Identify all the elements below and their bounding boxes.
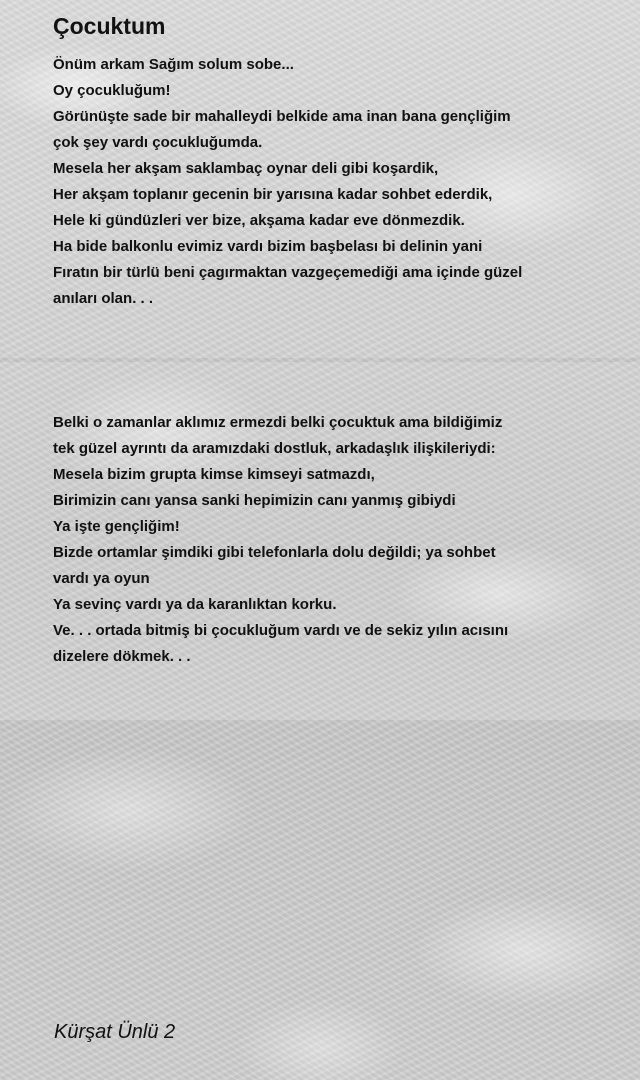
poem-line: Birimizin canı yansa sanki hepimizin canı yanmış gibiydi bbox=[53, 492, 456, 509]
poem-title: Çocuktum bbox=[53, 13, 166, 39]
poem-line: çok şey vardı çocukluğumda. bbox=[53, 134, 263, 151]
stanza-2 bbox=[53, 410, 613, 670]
poem-line: Belki o zamanlar aklımız ermezdi belki çocuktuk ama bildiğimiz bbox=[53, 414, 503, 431]
poem-line: Ya işte gençliğim! bbox=[53, 518, 180, 535]
poem-line: Hele ki gündüzleri ver bize, akşama kadar eve dönmezdik. bbox=[53, 212, 465, 229]
poem-line: anıları olan. . . bbox=[53, 290, 154, 307]
poem-line: Mesela her akşam saklambaç oynar deli gibi koşardik, bbox=[53, 160, 439, 177]
poem-line: vardı ya oyun bbox=[53, 570, 150, 587]
poem-line: Oy çocukluğum! bbox=[53, 82, 171, 99]
poem-line: Görünüşte sade bir mahalleydi belkide ama inan bana gençliğim bbox=[53, 108, 511, 125]
poem-line: Ya sevinç vardı ya da karanlıktan korku. bbox=[53, 596, 337, 613]
poem-line: Önüm arkam Sağım solum sobe... bbox=[53, 56, 294, 73]
poem-line: Her akşam toplanır gecenin bir yarısına kadar sohbet ederdik, bbox=[53, 186, 493, 203]
poem-line: Fıratın bir türlü beni çagırmaktan vazgeçemediği ama içinde güzel bbox=[53, 264, 523, 281]
poem-line: Ve. . . ortada bitmiş bi çocukluğum vardı ve de sekiz yılın acısını bbox=[53, 622, 509, 639]
poem-line: Bizde ortamlar şimdiki gibi telefonlarla dolu değildi; ya sohbet bbox=[53, 544, 496, 561]
poem-line: tek güzel ayrıntı da aramızdaki dostluk, arkadaşlık ilişkileriydi: bbox=[53, 440, 496, 457]
poem-line: Ha bide balkonlu evimiz vardı bizim başbelası bi delinin yani bbox=[53, 238, 483, 255]
poem-line: Mesela bizim grupta kimse kimseyi satmazdı, bbox=[53, 466, 375, 483]
poem-author: Kürşat Ünlü 2 bbox=[54, 1021, 176, 1043]
stanza-1 bbox=[53, 52, 613, 312]
poem-line: dizelere dökmek. . . bbox=[53, 648, 191, 665]
